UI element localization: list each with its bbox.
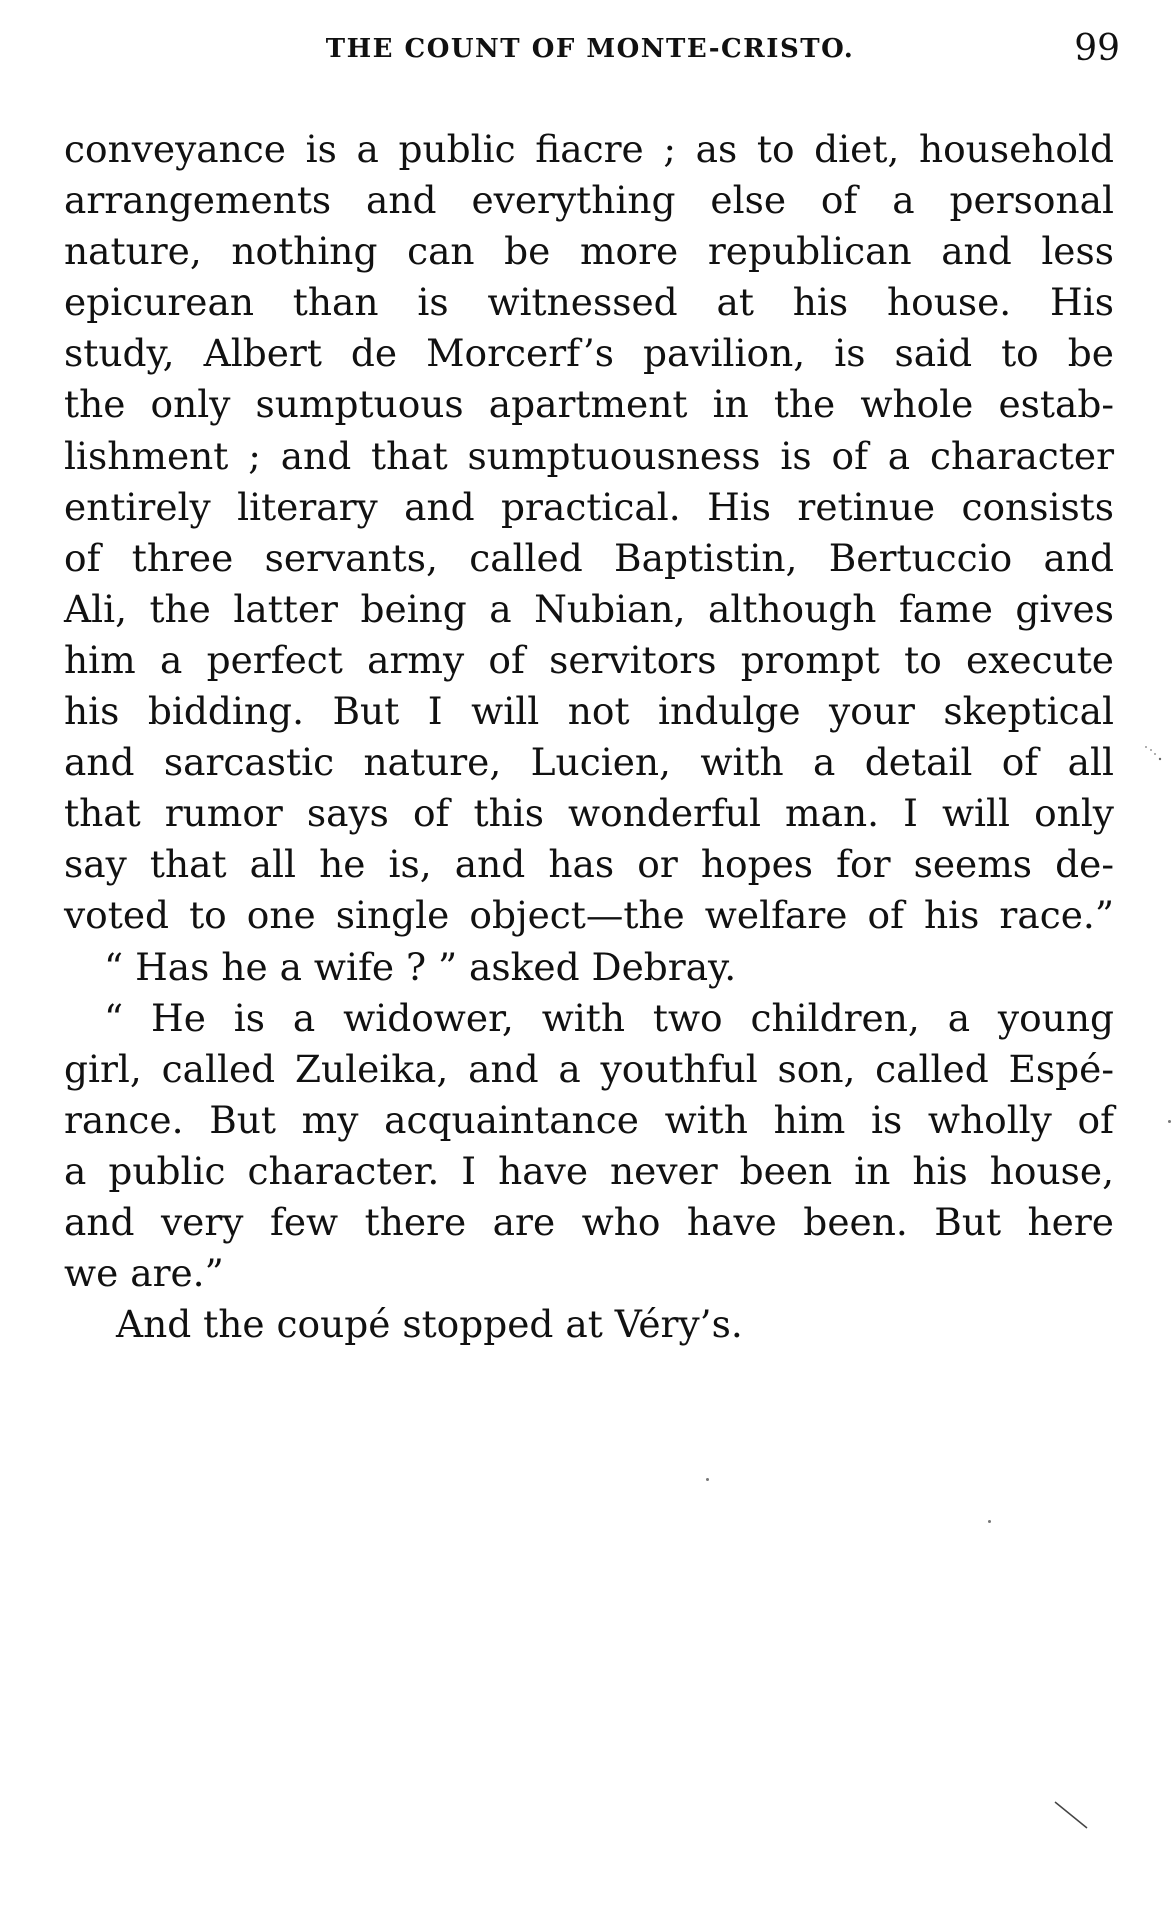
text-line: Ali, the latter being a Nubian, although fame gives [64,586,1114,631]
text-line: “ He is a widower, with two children, a young [104,995,1114,1040]
ink-speck [706,1478,709,1481]
running-head [60,22,1120,72]
text-line: epicurean than is witnessed at his house. His [64,280,1114,325]
text-line: and very few there are who have been. But here [64,1199,1114,1244]
text-line: rance. But my acquaintance with him is wholly of [64,1097,1114,1142]
text-line: nature, nothing can be more republican and less [64,229,1114,274]
text-line: of three servants, called Baptistin, Bertuccio and [64,535,1114,580]
text-line: that rumor says of this wonderful man. I will only [64,791,1114,836]
text-line: him a perfect army of servitors prompt to execute [64,637,1114,682]
ink-speck [1168,1120,1171,1123]
text-line: the only sumptuous apartment in the whole estab- [64,382,1114,427]
text-line: girl, called Zuleika, and a youthful son, called Espé- [64,1046,1114,1091]
text-line: And the coupé stopped at Véry’s. [116,1302,743,1347]
text-line: say that all he is, and has or hopes for seems de- [64,842,1114,887]
body-text [64,124,1114,1350]
text-line: arrangements and everything else of a personal [64,178,1114,223]
text-line: voted to one single object—the welfare of his race.” [64,893,1114,938]
running-title: THE COUNT OF MONTE-CRISTO. [325,34,855,64]
ink-stroke-mark [1053,1800,1089,1830]
text-line: conveyance is a public fiacre ; as to diet, household [64,127,1114,171]
ink-speck-mark [1142,742,1164,764]
text-line: study, Albert de Morcerf’s pavilion, is said to be [64,331,1114,376]
text-line: “ Has he a wife ? ” asked Debray. [104,944,737,989]
text-line: we are.” [64,1251,224,1296]
text-line: lishment ; and that sumptuousness is of a character [64,433,1114,478]
text-line: entirely literary and practical. His retinue consists [64,484,1114,529]
ink-speck [988,1520,991,1523]
text-line: his bidding. But I will not indulge your skeptical [64,689,1114,734]
text-line: and sarcastic nature, Lucien, with a detail of all [64,740,1114,785]
page-number: 99 [1074,28,1120,69]
text-line: a public character. I have never been in his house, [64,1148,1114,1193]
